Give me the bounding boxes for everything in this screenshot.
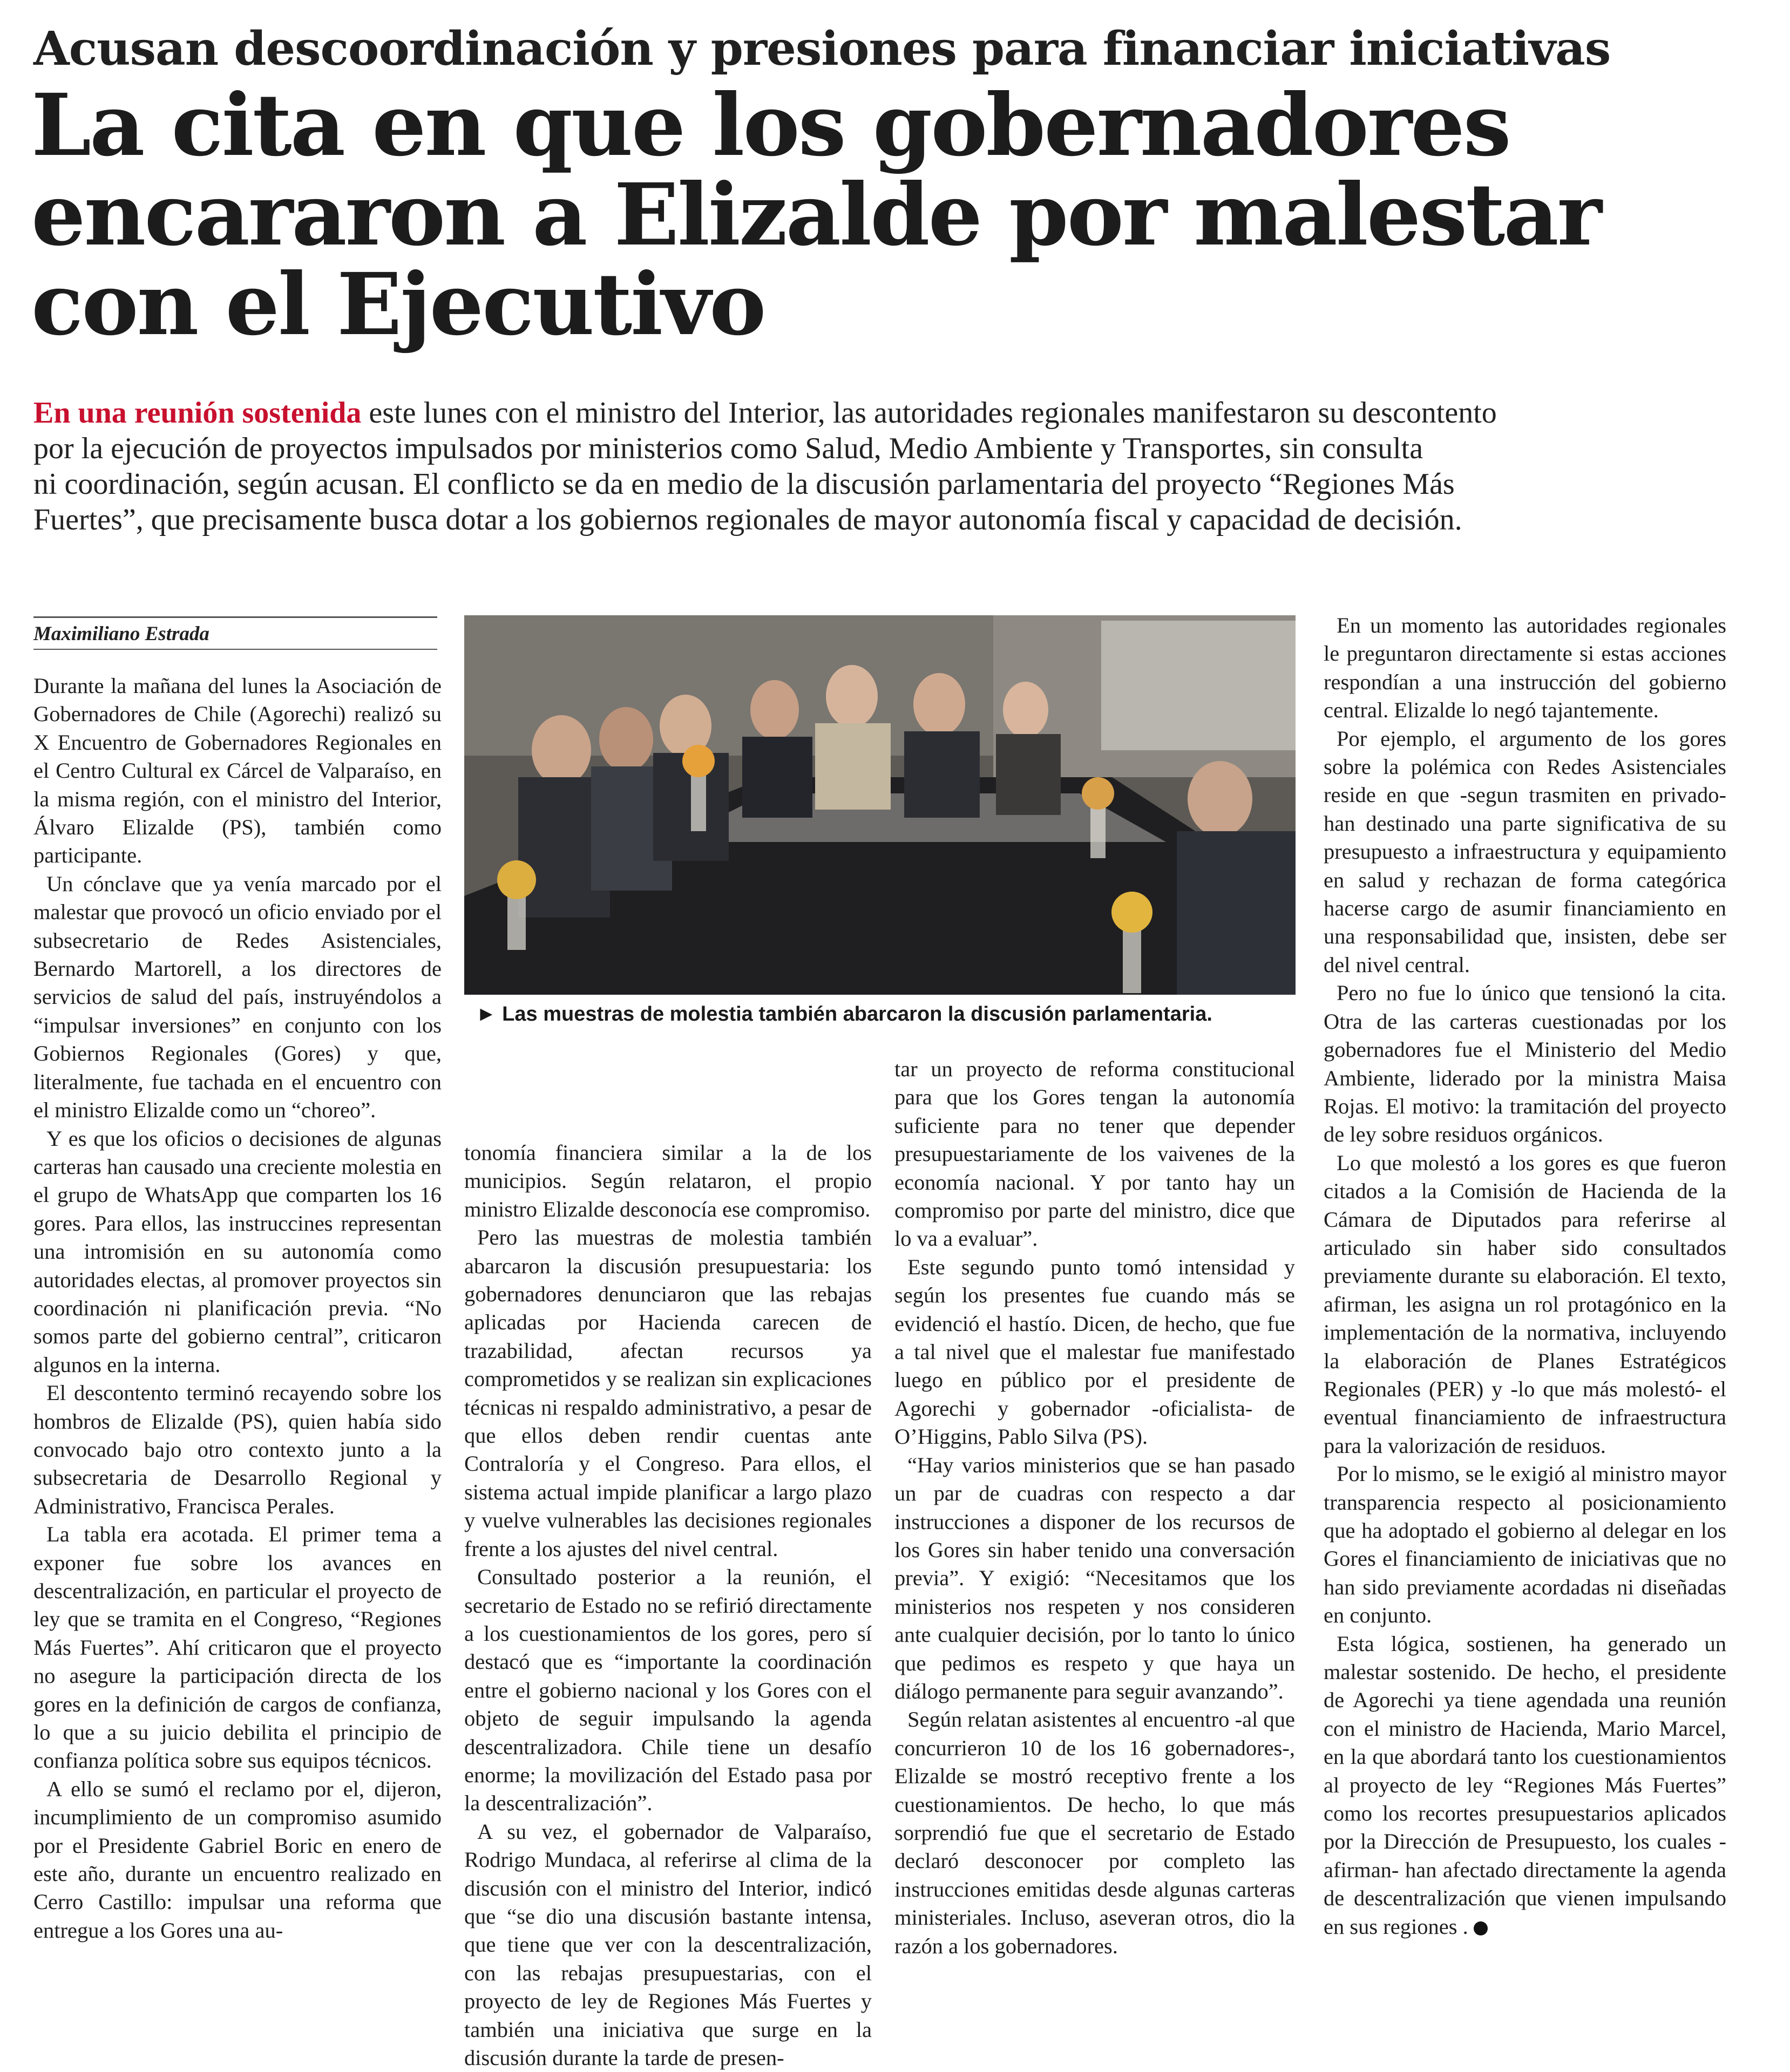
headline [31,76,1759,355]
paragraph-text: Esta lógica, sostienen, ha generado un malestar sostenido. De hecho, el presidente de Agorechi ya tiene agendada una reunión con el ministro de Hacienda, Mario Marcel, en la que abordará tanto los cuestionamientos al proyecto de ley “Regiones Más Fuertes” como los recortes presupuestarios aplicados por la Dirección de Presupuesto, los cuales -afirman- han afectado directamente la agenda de descentralización que vienen impulsando en sus regiones . [1324,1631,1726,1939]
article-column-3 [894,1055,1295,1960]
paragraph: Consultado posterior a la reunión, el secretario de Estado no se refirió directamente a los cuestionamientos de los gores, pero sí destacó que es “importante la coordinación entre el gobierno nacional y los Gores con el objeto de seguir impulsando la agenda descentralizadora. Chile tiene un desafío enorme; la movilización del Estado pasa por la descentralización”. [464,1565,872,1816]
headline-line: encararon a Elizalde por malestar [31,165,1601,265]
paragraph: En un momento las autoridades regionales le preguntaron directamente si estas acciones respondían a una instrucción del gobierno central. Elizalde lo negó tajantemente. [1324,613,1726,723]
photo-caption: ► Las muestras de molestia también abarcaron la discusión parlamentaria. [476,1003,1212,1025]
lede-line: Fuertes”, que precisamente busca dotar a los gobiernos regionales de mayor autonomía fiscal y capacidad de decisión. [33,503,1462,536]
paragraph: Según relatan asistentes al encuentro -al que concurrieron 10 de los 16 gobernadores-, Elizalde se mostró receptivo frente a los cuestionamientos. De hecho, lo que más sorprendió fue que el secretario de Estado declaró desconocer por completo las instrucciones emitidas desde algunas carteras ministeriales. Incluso, aseveran otros, dio la razón a los gobernadores. [894,1707,1295,1958]
paragraph: Por ejemplo, el argumento de los gores sobre la polémica con Redes Asistenciales reside en que -segun trasmiten en privado- han destinado una parte significativa de su presupuesto a infraestructura y equipamiento en salud y rechazan de forma categórica hacerse cargo de asumir financiamiento en una responsabilidad que, insisten, debe ser del nivel central. [1324,726,1726,977]
article-column-1 [33,672,442,1945]
paragraph: A ello se sumó el reclamo por el, dijeron, incumplimiento de un compromiso asumido por el Presidente Gabriel Boric en enero de este año, durante un encuentro realizado en Cerro Castillo: impulsar una reforma que entregue a los Gores una au- [33,1776,442,1942]
lede-text: este lunes con el ministro del Interior, las autoridades regionales manifestaron su descontento [361,396,1497,430]
lede-lead-in: En una reunión sostenida [33,396,362,430]
headline-line: La cita en que los gobernadores [31,76,1510,175]
paragraph: Durante la mañana del lunes la Asociación de Gobernadores de Chile (Agorechi) realizó su X Encuentro de Gobernadores Regionales en el Centro Cultural ex Cárcel de Valparaíso, en la misma región, con el ministro del Interior, Álvaro Elizalde (PS), también como participante. [33,674,442,868]
paragraph: tonomía financiera similar a la de los municipios. Según relataron, el propio ministro Elizalde desconocía ese compromiso. [464,1140,872,1221]
paragraph: Lo que molestó a los gores es que fueron citados a la Comisión de Hacienda de la Cámara de Diputados para referirse al articulado sin haber sido consultados previamente durante su elaboración. El texto, afirman, les asigna un rol protagónico en la implementación de la normativa, incluyendo la elaboración de Planes Estratégicos Regionales (PER) y -lo que más molestó- el eventual financiamiento de infraestructura para la valorización de residuos. [1324,1150,1726,1458]
byline: Maximiliano Estrada [33,623,209,645]
lede [33,395,1761,538]
paragraph: Este segundo punto tomó intensidad y según los presentes fue cuando más se evidenció el hastío. Dicen, de hecho, que fue a tal nivel que el malestar fue manifestado luego en público por el presidente de Agorechi y gobernador -oficialista- de O’Higgins, Pablo Silva (PS). [894,1254,1295,1449]
end-of-article-icon [1474,1921,1488,1935]
lede-line: ni coordinación, según acusan. El conflicto se da en medio de la discusión parlamentaria del proyecto “Regiones Más [33,467,1455,501]
paragraph: Y es que los oficios o decisiones de algunas carteras han causado una creciente molestia en el grupo de WhatsApp que comparten los 16 gores. Para ellos, las instruccines representan una intromisión en su autonomía como autoridades electas, al promover proyectos sin coordinación ni planificación previa. “No somos parte del gobierno central”, criticaron algunos en la interna. [33,1126,442,1377]
paragraph: tar un proyecto de reforma constitucional para que los Gores tengan la autonomía suficiente para no tener que depender presupuestariamente de los vaivenes de la economía nacional. Y por tanto hay un compromiso por parte del ministro, dice que lo va a evaluar”. [894,1057,1295,1251]
headline-line: con el Ejecutivo [31,255,765,355]
paragraph: Pero las muestras de molestia también abarcaron la discusión presupuestaria: los gobernadores denunciaron que las rebajas aplicadas por Hacienda carecen de trazabilidad, afectan recursos ya comprometidos y se realizan sin explicaciones técnicas ni respaldo administrativo, a pesar de que ellos deben rendir cuentas ante Contraloría y el Congreso. Para ellos, el sistema actual impide planificar a largo plazo y vuelve vulnerables las decisiones regionales frente a los ajustes del nivel central. [464,1225,872,1561]
paragraph: A su vez, el gobernador de Valparaíso, Rodrigo Mundaca, al referirse al clima de la discusión con el ministro del Interior, indicó que “se dio una discusión bastante intensa, que tiene que ver con la descentralización, con las rebajas presupuestarias, con el proyecto de ley de Regiones Más Fuertes y también una iniciativa que surge en la discusión durante la tarde de presen- [464,1819,872,2070]
paragraph: Por lo mismo, se le exigió al ministro mayor transparencia respecto al posicionamiento que ha adoptado el gobierno al delegar en los Gores el financiamiento de iniciativas que no han sido previamente acordadas ni diseñadas en conjunto. [1324,1462,1726,1628]
kicker: Acusan descoordinación y presiones para financiar iniciativas [33,22,1611,76]
article-column-2 [464,1139,872,2072]
paragraph: Un cónclave que ya venía marcado por el malestar que provocó un oficio enviado por el subsecretario de Redes Asistenciales, Bernardo Martorell, a los directores de servicios de salud del país, instruyéndolos a “impulsar inversiones” en conjunto con los Gobiernos Regionales (Gores) y que, literalmente, fue tachada en el encuentro con el ministro Elizalde como un “choreo”. [33,871,442,1123]
paragraph [1324,1630,1726,1941]
paragraph: La tabla era acotada. El primer tema a exponer fue sobre los avances en descentralización, en particular el proyecto de ley que se tramita en el Congreso, “Regiones Más Fuertes”. Ahí criticaron que el proyecto no asegure la participación directa de los gores en la definición de cargos de confianza, lo que a su juicio debilita el principio de confianza política sobre sus equipos técnicos. [33,1522,442,1773]
article-column-4 [1324,612,1726,1941]
paragraph: El descontento terminó recayendo sobre los hombros de Elizalde (PS), quien había sido convocado bajo otro contexto junto a la subsecretaria de Desarrollo Regional y Administrativo, Francisca Perales. [33,1381,442,1518]
paragraph: Pero no fue lo único que tensionó la cita. Otra de las carteras cuestionadas por los gobernadores fue el Ministerio del Medio Ambiente, liderado por la ministra Maisa Rojas. El motivo: la tramitación del proyecto de ley sobre residuos orgánicos. [1324,981,1726,1147]
lede-line: por la ejecución de proyectos impulsados por ministerios como Salud, Medio Ambiente y Transportes, sin consulta [33,432,1423,465]
paragraph: “Hay varios ministerios que se han pasado un par de cuadras con respecto a dar instrucciones a disponer de los recursos de los Gores sin haber tenido una conversación previa”. Y exigió: “Necesitamos que los ministerios nos respeten y nos consideren ante cualquier decisión, por lo tanto lo único que pedimos es respeto y que haya un diálogo permanente para seguir avanzando”. [894,1452,1295,1703]
byline-box [33,616,437,650]
meeting-photo [464,615,1296,995]
lede-line [33,395,1761,431]
